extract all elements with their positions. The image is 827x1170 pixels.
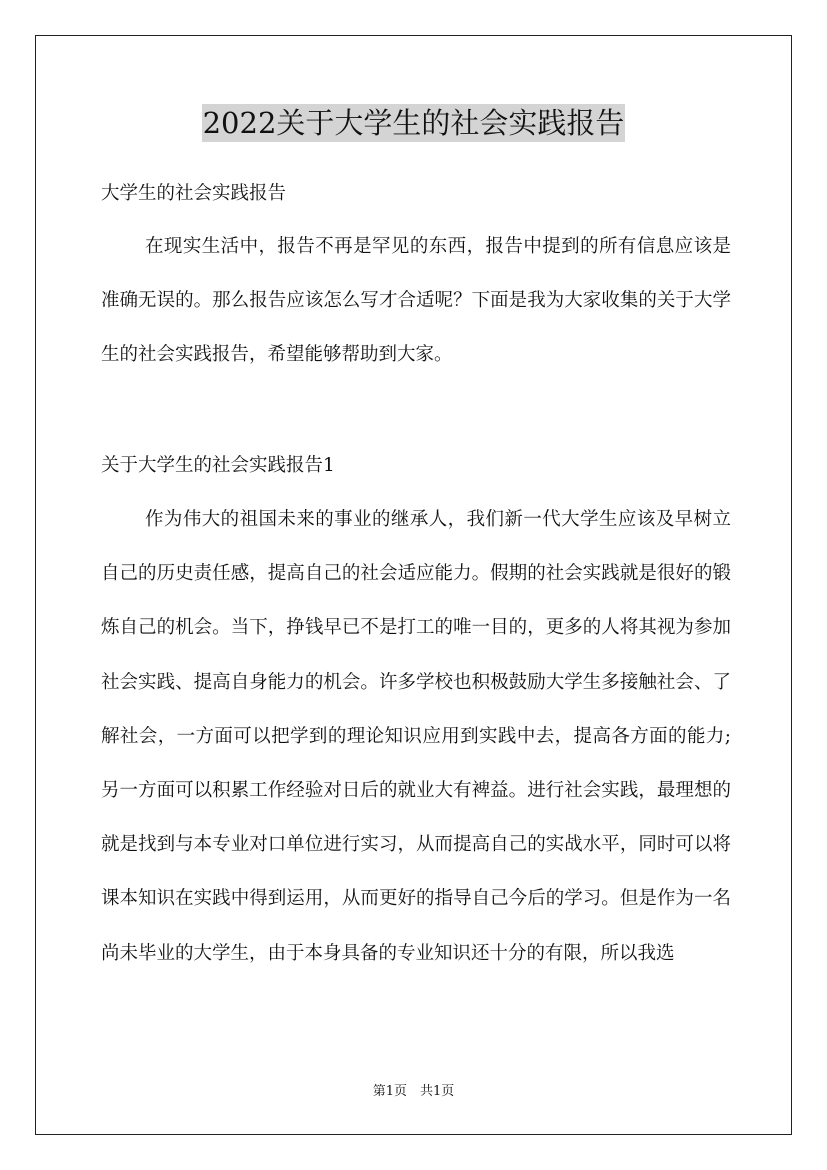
page-footer: 第1页 共1页 (372, 1084, 455, 1099)
document-title: 2022关于大学生的社会实践报告 (202, 106, 625, 140)
document-subheading: 大学生的社会实践报告 (101, 183, 287, 204)
document-title-container (0, 104, 827, 142)
section-heading: 关于大学生的社会实践报告1 (101, 455, 335, 476)
body-paragraph: 作为伟大的祖国未来的事业的继承人，我们新一代大学生应该及早树立自己的历史责任感，提高自己的社会适应能力。假期的社会实践就是很好的锻炼自己的机会。当下，挣钱早已不是打工的唯一目的，更多的人将其视为参加社会实践、提高自身能力的机会。许多学校也积极鼓励大学生多接触社会、了解社会，一方面可以把学到的理论知识应用到实践中去，提高各方面的能力;另一方面可以积累工作经验对日后的就业大有裨益。进行社会实践，最理想的就是找到与本专业对口单位进行实习，从而提高自己的实战水平，同时可以将课本知识在实践中得到运用，从而更好的指导自己今后的学习。但是作为一名尚未毕业的大学生，由于本身具备的专业知识还十分的有限，所以我选 (101, 509, 731, 964)
intro-paragraph: 在现实生活中，报告不再是罕见的东西，报告中提到的所有信息应该是准确无误的。那么报告应该怎么写才合适呢？下面是我为大家收集的关于大学生的社会实践报告，希望能够帮助到大家。 (101, 236, 731, 366)
